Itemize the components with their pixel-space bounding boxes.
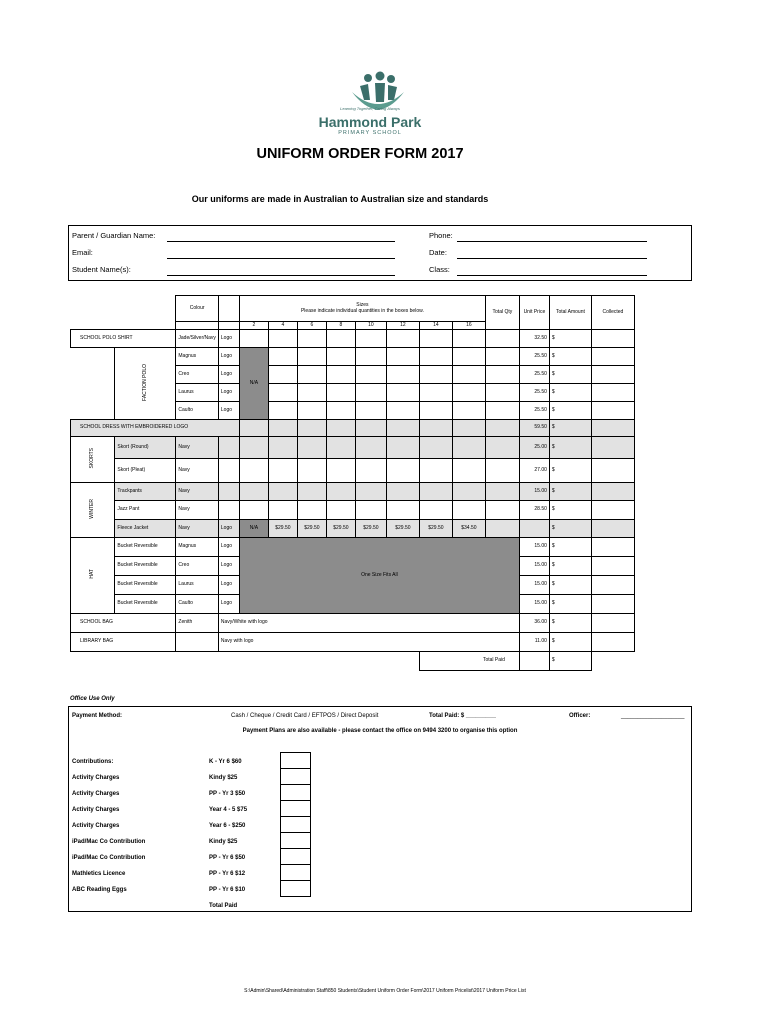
size-price[interactable]: $29.50 [326,520,355,538]
item-colour: Navy/White with logo [218,614,519,633]
faction-polo-label: FACTION POLO [141,363,148,401]
unit-price: 25.00 [519,437,549,459]
winter-label: WINTER [88,498,95,519]
item-label: Bucket Reversible [115,538,176,557]
currency: $ [549,348,591,366]
size-header: 10 [355,322,386,330]
collected-cell[interactable] [591,384,634,402]
class-label: Class: [429,265,450,274]
qty-cell[interactable] [297,501,326,520]
qty-cell[interactable] [268,501,297,520]
charge-checkbox[interactable] [280,832,311,849]
qty-cell[interactable] [239,437,268,459]
qty-cell[interactable] [355,384,386,402]
total-qty-cell[interactable] [485,348,519,366]
qty-cell[interactable] [297,348,326,366]
qty-cell[interactable] [355,330,386,348]
size-header: 16 [452,322,485,330]
qty-cell[interactable] [268,402,297,420]
item-colour: Laurus [176,384,219,402]
table-row [71,420,635,437]
office-total-paid: Total Paid [209,903,238,909]
file-path-footer: S:\Admin\Shared\Administration Staff\850 Students\Student Uniform Order Form\2017 Uniform Pricelist\2017 Uniform Price List [244,988,526,994]
size-header: 12 [386,322,419,330]
charge-value: PP - Yr 6 $50 [209,855,246,861]
table-row [71,633,635,652]
qty-cell[interactable] [297,483,326,501]
item-logo: Logo [218,402,239,420]
qty-cell[interactable] [326,402,355,420]
charge-label: Mathletics Licence [72,871,126,877]
currency: $ [549,437,591,459]
item-colour: Laurus [176,576,219,595]
officer-label: Officer: [569,713,591,719]
item-logo: Logo [218,520,239,538]
winter-group [71,483,115,538]
office-use-title: Office Use Only [70,696,115,702]
qty-cell[interactable] [297,420,326,437]
table-row [71,483,635,501]
unit-price: 25.50 [519,366,549,384]
item-colour: Navy [176,520,219,538]
qty-cell[interactable] [452,437,485,459]
hat-group [71,538,115,614]
unit-price-header: Unit Price [519,296,549,330]
qty-cell[interactable] [297,366,326,384]
qty-cell[interactable] [297,384,326,402]
item-colour: Creo [176,366,219,384]
qty-cell[interactable] [239,459,268,483]
charge-value: PP - Yr 6 $10 [209,887,246,893]
item-colour: Navy [176,459,219,483]
size-price[interactable]: $34.50 [452,520,485,538]
na-cell: N/A [239,348,268,420]
table-row [71,437,635,459]
qty-cell[interactable] [326,348,355,366]
qty-cell[interactable] [452,420,485,437]
item-logo: Logo [218,595,239,614]
colour-header: Colour [176,296,219,322]
charge-value: PP - Yr 6 $12 [209,871,246,877]
qty-cell[interactable] [386,420,419,437]
size-header: 8 [326,322,355,330]
collected-cell[interactable] [591,595,634,614]
qty-cell[interactable] [386,384,419,402]
qty-cell[interactable] [268,384,297,402]
item-colour: Jade/Silver/Navy [176,330,219,348]
item-colour: Navy with logo [218,633,519,652]
table-row [71,330,635,348]
item-logo: Logo [218,538,239,557]
currency: $ [549,652,591,671]
collected-header: Collected [591,296,634,330]
item-label: Bucket Reversible [115,595,176,614]
unit-price: 28.50 [519,501,549,520]
qty-cell[interactable] [326,483,355,501]
size-header: 4 [268,322,297,330]
qty-cell[interactable] [386,483,419,501]
size-price[interactable]: $29.50 [419,520,452,538]
size-header: 2 [239,322,268,330]
qty-cell[interactable] [452,483,485,501]
item-logo: Logo [218,557,239,576]
qty-cell[interactable] [419,501,452,520]
sizes-note: Please indicate individual quantities in the boxes below. [300,307,424,314]
class-field[interactable] [457,275,647,276]
item-label: LIBRARY BAG [71,633,176,652]
qty-cell[interactable] [355,366,386,384]
total-row [71,652,635,671]
qty-cell[interactable] [419,402,452,420]
collected-cell[interactable] [591,459,634,483]
skorts-group [71,437,115,483]
qty-cell[interactable] [386,402,419,420]
qty-cell[interactable] [268,420,297,437]
table-row [71,538,635,557]
charge-checkbox[interactable] [280,752,311,769]
table-row [71,348,635,366]
parent-name-label: Parent / Guardian Name: [72,231,156,240]
charge-checkbox[interactable] [280,800,311,817]
qty-cell[interactable] [386,348,419,366]
collected-cell[interactable] [591,614,634,633]
currency: $ [549,384,591,402]
item-colour: Magnus [176,538,219,557]
item-label: Trackpants [115,483,176,501]
unit-price: 15.00 [519,483,549,501]
qty-cell[interactable] [419,437,452,459]
item-label: SCHOOL BAG [71,614,115,633]
total-qty-header: Total Qty [485,296,519,330]
collected-cell[interactable] [591,348,634,366]
qty-cell[interactable] [419,348,452,366]
date-field[interactable] [457,258,647,259]
currency: $ [549,557,591,576]
qty-cell[interactable] [419,420,452,437]
item-brand: Zenith [176,614,219,633]
currency: $ [549,595,591,614]
item-label: Fleece Jacket [115,520,176,538]
currency: $ [549,538,591,557]
item-label: Jazz Pant [115,501,176,520]
collected-cell[interactable] [591,576,634,595]
qty-cell[interactable] [268,483,297,501]
qty-cell[interactable] [297,437,326,459]
charge-label: Activity Charges [72,791,120,797]
unit-price: 27.00 [519,459,549,483]
table-row [71,614,635,633]
item-colour: Navy [176,437,219,459]
charge-value: K - Yr 6 $60 [209,759,242,765]
qty-cell[interactable] [419,366,452,384]
unit-price: 25.50 [519,384,549,402]
charge-checkbox[interactable] [280,816,311,833]
unit-price: 59.50 [519,420,549,437]
collected-cell[interactable] [591,501,634,520]
item-label: Bucket Reversible [115,557,176,576]
skorts-label: SKORTS [88,448,95,469]
qty-cell[interactable] [452,366,485,384]
total-qty-cell[interactable] [485,501,519,520]
size-price[interactable]: $29.50 [268,520,297,538]
collected-cell[interactable] [591,402,634,420]
charge-value: Kindy $25 [209,775,238,781]
officer-field[interactable]: ___________________ [621,713,685,719]
qty-cell[interactable] [355,348,386,366]
student-name-label: Student Name(s): [72,265,131,274]
collected-cell[interactable] [591,557,634,576]
currency: $ [549,459,591,483]
total-qty-cell[interactable] [485,459,519,483]
qty-cell[interactable] [297,459,326,483]
unit-price: 11.00 [519,633,549,652]
school-subtitle: PRIMARY SCHOOL [338,130,402,136]
hat-label: HAT [88,569,95,580]
charge-label: ABC Reading Eggs [72,887,127,893]
size-price[interactable]: $29.50 [355,520,386,538]
parent-name-field[interactable] [167,241,395,242]
currency: $ [549,501,591,520]
qty-cell[interactable] [386,459,419,483]
parent-details-box [68,225,692,281]
charge-value: Kindy $25 [209,839,238,845]
qty-cell[interactable] [326,366,355,384]
form-subtitle: Our uniforms are made in Australian to Australian size and standards [191,194,489,204]
qty-cell[interactable] [297,330,326,348]
qty-cell[interactable] [355,402,386,420]
total-amount-header: Total Amount [549,296,591,330]
table-row [71,501,635,520]
qty-cell[interactable] [268,459,297,483]
charge-label: iPad/Mac Co Contribution [72,855,146,861]
unit-price: 15.00 [519,595,549,614]
item-label: SCHOOL DRESS WITH EMBROIDERED LOGO [71,420,240,437]
school-name: Hammond Park [318,114,422,130]
charge-value: PP - Yr 3 $50 [209,791,246,797]
phone-label: Phone: [429,231,453,240]
uniform-order-table [70,295,635,671]
charge-value: Year 4 - 5 $75 [209,807,248,813]
qty-cell[interactable] [268,330,297,348]
item-colour: Creo [176,557,219,576]
qty-cell[interactable] [419,384,452,402]
unit-price: 32.50 [519,330,549,348]
collected-cell[interactable] [591,420,634,437]
item-colour: Caulto [176,402,219,420]
currency: $ [549,330,591,348]
item-logo: Logo [218,330,239,348]
sizes-title: Sizes [356,302,369,308]
currency: $ [549,633,591,652]
currency: $ [549,402,591,420]
size-price[interactable]: $29.50 [386,520,419,538]
student-name-field[interactable] [167,275,395,276]
total-paid-label: Total Paid [419,652,519,671]
collected-cell[interactable] [591,538,634,557]
unit-price: 15.00 [519,538,549,557]
qty-cell[interactable] [268,366,297,384]
qty-cell[interactable] [386,330,419,348]
charge-checkbox[interactable] [280,880,311,897]
qty-cell[interactable] [419,483,452,501]
unit-price: 25.50 [519,402,549,420]
charge-label: iPad/Mac Co Contribution [72,839,146,845]
qty-cell[interactable] [297,402,326,420]
payment-plans-note: Payment Plans are also available - please contact the office on 9494 3200 to organise this option [242,728,518,734]
one-size-cell: One Size Fits All [239,538,519,614]
item-label: Bucket Reversible [115,576,176,595]
qty-cell[interactable] [355,483,386,501]
qty-cell[interactable] [419,330,452,348]
office-use-box [68,706,692,912]
sizes-header [239,296,485,322]
collected-cell[interactable] [591,633,634,652]
currency: $ [549,483,591,501]
qty-cell[interactable] [239,483,268,501]
charge-checkbox[interactable] [280,784,311,801]
total-qty-cell[interactable] [485,366,519,384]
qty-cell[interactable] [355,459,386,483]
charge-label: Activity Charges [72,807,120,813]
qty-cell[interactable] [268,348,297,366]
qty-cell[interactable] [326,420,355,437]
currency: $ [549,420,591,437]
qty-cell[interactable] [355,437,386,459]
form-title: UNIFORM ORDER FORM 2017 [256,146,464,162]
collected-cell[interactable] [591,520,634,538]
qty-cell[interactable] [239,420,268,437]
qty-cell[interactable] [452,330,485,348]
item-colour: Caulto [176,595,219,614]
item-logo: Logo [218,348,239,366]
total-qty-cell[interactable] [485,437,519,459]
size-header: 6 [297,322,326,330]
size-price[interactable]: $29.50 [297,520,326,538]
item-label: Skort (Round) [115,437,176,459]
total-qty-cell[interactable] [485,483,519,501]
item-logo: Logo [218,576,239,595]
date-label: Date: [429,248,447,257]
qty-cell[interactable] [326,501,355,520]
qty-cell[interactable] [326,459,355,483]
currency: $ [549,576,591,595]
item-logo: Logo [218,384,239,402]
charge-checkbox[interactable] [280,864,311,881]
table-row [71,459,635,483]
qty-cell[interactable] [326,330,355,348]
item-colour: Navy [176,483,219,501]
qty-cell[interactable] [239,330,268,348]
phone-field[interactable] [457,241,647,242]
charge-label: Contributions: [72,759,114,765]
size-header: 14 [419,322,452,330]
qty-cell[interactable] [326,437,355,459]
qty-cell[interactable] [386,501,419,520]
total-qty-cell[interactable] [485,420,519,437]
email-label: Email: [72,248,93,257]
charge-checkbox[interactable] [280,848,311,865]
item-logo: Logo [218,366,239,384]
qty-cell[interactable] [355,420,386,437]
payment-methods[interactable]: Cash / Cheque / Credit Card / EFTPOS / Direct Deposit [231,713,379,719]
collected-cell[interactable] [591,330,634,348]
item-colour: Magnus [176,348,219,366]
qty-cell[interactable] [452,348,485,366]
total-qty-cell[interactable] [485,402,519,420]
charge-checkbox[interactable] [280,768,311,785]
collected-cell[interactable] [591,366,634,384]
charge-label: Activity Charges [72,823,120,829]
qty-cell[interactable] [355,501,386,520]
total-qty-cell[interactable] [485,520,519,538]
qty-cell[interactable] [452,501,485,520]
na-cell: N/A [239,520,268,538]
item-label: Skort (Pleat) [115,459,176,483]
total-qty-cell[interactable] [485,330,519,348]
charge-value: Year 6 - $250 [209,823,246,829]
qty-cell[interactable] [386,366,419,384]
charge-label: Activity Charges [72,775,120,781]
qty-cell[interactable] [419,459,452,483]
qty-cell[interactable] [239,501,268,520]
total-qty-cell[interactable] [485,384,519,402]
qty-cell[interactable] [268,437,297,459]
qty-cell[interactable] [452,402,485,420]
unit-price: 15.00 [519,576,549,595]
qty-cell[interactable] [452,459,485,483]
payment-method-label: Payment Method: [72,713,123,719]
item-colour: Navy [176,501,219,520]
table-row [71,520,635,538]
currency: $ [549,614,591,633]
logo-tagline: Learning Together, Caring Always [340,106,400,111]
total-paid-field[interactable]: Total Paid: $ _________ [429,713,496,719]
faction-polo-group [115,348,176,420]
collected-cell[interactable] [591,437,634,459]
email-field[interactable] [167,258,395,259]
currency: $ [549,366,591,384]
currency: $ [549,520,591,538]
qty-cell[interactable] [386,437,419,459]
qty-cell[interactable] [326,384,355,402]
unit-price: 15.00 [519,557,549,576]
collected-cell[interactable] [591,483,634,501]
qty-cell[interactable] [452,384,485,402]
unit-price: 25.50 [519,348,549,366]
item-label: SCHOOL POLO SHIRT [71,330,176,348]
unit-price: 36.00 [519,614,549,633]
